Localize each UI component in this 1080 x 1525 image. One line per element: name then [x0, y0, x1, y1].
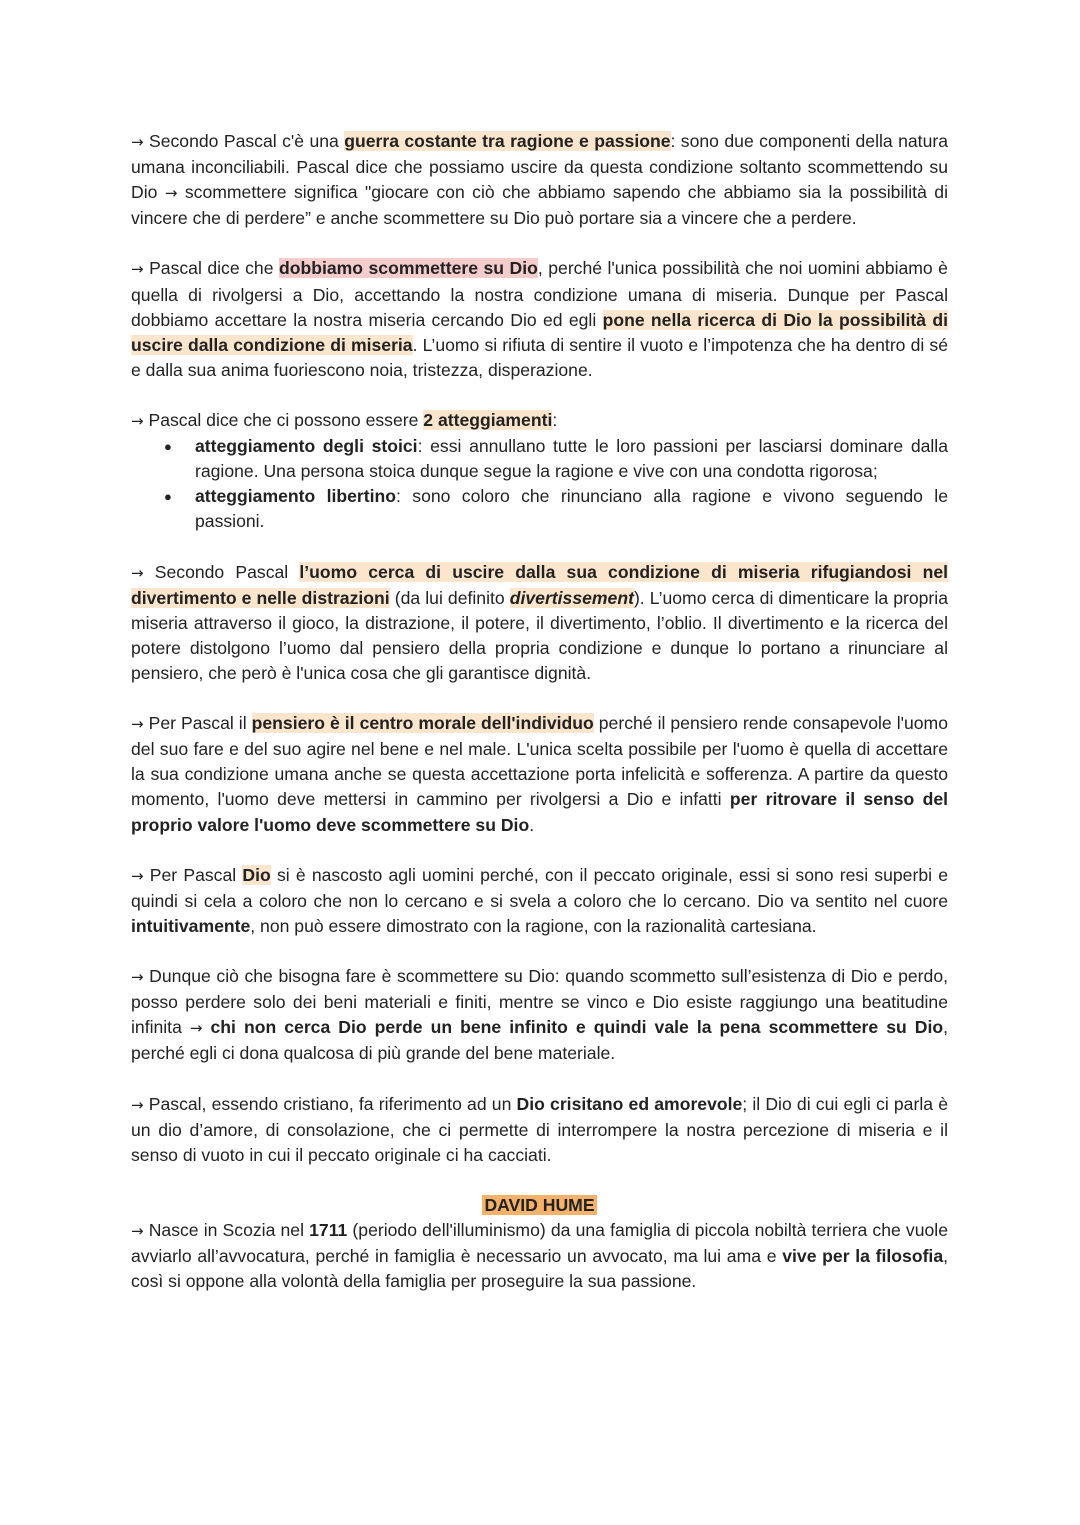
text: Dunque ciò che bisogna fare è scommettere su Dio: quando scommetto sull’esistenza di Dio e perdo, posso perdere solo dei beni materiali e finiti, mentre se vinco e Dio esiste raggiungo una beatitudine infinita [131, 966, 948, 1038]
text: Per Pascal [143, 864, 243, 885]
text: perché il pensiero rende consapevole l'uomo del suo fare e del suo agire nel bene e nel male. L'unica scelta possibile per l'uomo è quella di accettare la sua condizione umana anche se questa accettazione porta infelicità e sofferenza. A partire da questo momento, l'uomo deve mettersi in cammino per rivolgersi a Dio e infatti [131, 713, 948, 810]
paragraph-dio-nascosto [131, 863, 948, 939]
highlight: 2 atteggiamenti [423, 410, 553, 431]
document-page [131, 129, 948, 1294]
bold-text: Dio crisitano ed amorevole [516, 1093, 743, 1114]
text: ). L’uomo cerca di dimenticare la propria miseria attraverso il gioco, la distrazione, il potere, il divertimento, l’oblio. Il divertimento e la ricerca del potere distolgono l’uomo dal pensiero della propria condizione e dunque lo portano a rinunciare al pensiero, che però è l'unica cosa che gli garantisce dignità. [131, 587, 948, 683]
paragraph-atteggiamenti [131, 408, 948, 434]
bold-text: chi non cerca Dio perde un bene infinito e quindi vale la pena scommettere su Dio [202, 1017, 944, 1038]
highlight: pone nella ricerca di Dio la possibilità di uscire dalla condizione di miseria [131, 309, 948, 355]
text: : sono due componenti della natura umana inconciliabili. Pascal dice che possiamo uscire da questa condizione soltanto scommettendo su Dio [131, 131, 948, 203]
text: : sono coloro che rinunciano alla ragione e vivono seguendo le passioni. [195, 486, 948, 532]
text: ; il Dio di cui egli ci parla è un dio d’amore, di consolazione, che ci permette di interrompere la nostra percezione di miseria e il senso di vuoto in cui il peccato originale ci ha cacciati. [131, 1093, 948, 1165]
text: Pascal dice che ci possono essere [143, 410, 424, 431]
text: si è nascosto agli uomini perché, con il peccato originale, essi si sono resi superbi e quindi si cela a coloro che non lo cercano e si svela a coloro che lo cercano. Dio va sentito nel cuore [131, 864, 949, 911]
text: (periodo dell'illuminismo) da una famiglia di piccola nobiltà terriera che vuole avviarlo all’avvocatura, perché in famiglia è necessario un avvocato, ma lui ama e [131, 1220, 948, 1267]
text: Pascal dice che [143, 258, 279, 279]
paragraph-guerra [131, 129, 948, 231]
text: . L’uomo si rifiuta di sentire il vuoto e l’impotenza che ha dentro di sé e dalla sua anima fuoriescono noia, tristezza, disperazione. [131, 334, 948, 380]
bold-text: vive per la filosofia [782, 1246, 944, 1267]
list-item [195, 484, 948, 534]
section-heading: DAVID HUME [484, 1194, 595, 1215]
text: : essi annullano tutte le loro passioni per lasciarsi dominare dalla ragione. Una persona stoica dunque segue la ragione e vive con una condotta rigorosa; [195, 436, 948, 482]
arrow-icon: → [131, 866, 144, 885]
text: , non può essere dimostrato con la ragione, con la razionalità cartesiana. [250, 915, 817, 936]
arrow-icon: → [131, 133, 144, 151]
paragraph-scommettere [131, 256, 948, 382]
highlight: guerra costante tra ragione e passione [344, 131, 671, 151]
bold-text: per ritrovare il senso del proprio valore l'uomo deve scommettere su Dio [131, 789, 948, 835]
bold-text: atteggiamento degli stoici [195, 436, 418, 457]
list-item [195, 434, 948, 484]
text: (da lui definito [389, 587, 510, 608]
arrow-icon: → [131, 563, 144, 582]
highlight: Dio [242, 864, 271, 885]
arrow-icon: → [131, 1222, 144, 1241]
text: Pascal, essendo cristiano, fa riferimento ad un [143, 1093, 517, 1114]
text: , così si oppone alla volontà della famiglia per proseguire la sua passione. [131, 1246, 948, 1292]
bold-text: 1711 [309, 1220, 348, 1241]
paragraph-dio-amorevole [131, 1092, 948, 1168]
text: scommettere significa "giocare con ciò che abbiamo sapendo che abbiamo sia la possibilità di vincere che di perdere” e anche scommettere su Dio può portare sia a vincere che a perdere. [131, 182, 948, 229]
highlight: dobbiamo scommettere su Dio [278, 258, 538, 279]
paragraph-scommessa [131, 964, 948, 1066]
text: Nasce in Scozia nel [143, 1220, 310, 1241]
bullet-list [131, 434, 948, 534]
text: Secondo Pascal c'è una [143, 131, 345, 151]
paragraph-hume [131, 1218, 948, 1294]
bold-text: intuitivamente [131, 915, 251, 936]
text: : [552, 410, 558, 431]
text: , perché egli ci dona qualcosa di più grande del bene materiale. [131, 1017, 948, 1064]
bold-text: atteggiamento libertino [195, 486, 397, 507]
text: Per Pascal il [143, 713, 252, 734]
text: , perché l'unica possibilità che noi uomini abbiamo è quella di rivolgersi a Dio, accettando la nostra condizione umana di miseria. Dunque per Pascal dobbiamo accettare la nostra miseria cercando Dio ed egli [131, 258, 948, 330]
text: . [529, 814, 535, 835]
arrow-icon: → [131, 412, 144, 431]
arrow-icon: → [131, 968, 144, 987]
paragraph-pensiero [131, 711, 948, 837]
arrow-icon: → [189, 1019, 203, 1038]
paragraph-divertissement [131, 560, 948, 686]
arrow-icon: → [164, 184, 178, 203]
highlight: pensiero è il centro morale dell'individuo [251, 713, 594, 734]
arrow-icon: → [131, 260, 144, 279]
text: Secondo Pascal [143, 561, 300, 582]
arrow-icon: → [131, 1095, 144, 1114]
arrow-icon: → [131, 715, 144, 734]
highlight: l’uomo cerca di uscire dalla sua condizione di miseria rifugiandosi nel divertimento e nelle distrazioni [131, 561, 948, 608]
section-heading-wrap [131, 1193, 948, 1218]
highlight: divertissement [509, 587, 634, 608]
